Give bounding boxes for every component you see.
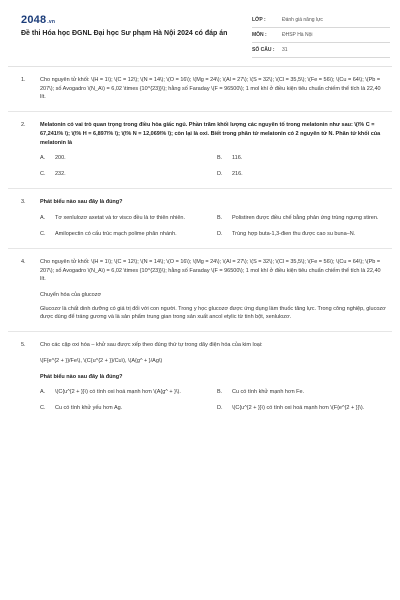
question-5 [0, 341, 400, 413]
question-separator [8, 248, 392, 249]
option-text: Amilopectin có cấu trúc mạch polime phân nhánh. [55, 231, 177, 238]
question-formula: \(F{e^{2 + }}/Fe\), \(C{u^{2 + }}/Cu\), \(A{g^ + }/Ag\) [40, 357, 163, 364]
question-number: 5. [21, 342, 26, 349]
question-prompt: Phát biểu nào sau đây là đúng? [40, 373, 123, 380]
option-letter: D. [217, 231, 223, 238]
question-4 [0, 258, 400, 322]
question-3 [0, 198, 400, 239]
page-title: Đề thi Hóa học ĐGNL Đại học Sư phạm Hà Nội 2024 có đáp án [21, 30, 228, 37]
meta-label: SỐ CÂU : [252, 47, 275, 53]
answer-options [40, 154, 386, 179]
question-2 [0, 121, 400, 179]
option-letter: C. [40, 231, 46, 238]
option-d[interactable] [217, 170, 386, 179]
option-b[interactable] [217, 154, 386, 163]
option-a[interactable] [40, 388, 209, 397]
option-text: Tơ xenlulozơ axetat và tơ visco đều là tơ thiên nhiên. [55, 215, 185, 222]
meta-row-subject [252, 28, 390, 43]
option-c[interactable] [40, 404, 209, 413]
page-header [0, 0, 400, 60]
question-list [0, 76, 400, 413]
question-number: 2. [21, 122, 26, 129]
option-text: 232. [55, 171, 66, 178]
option-text: 216. [232, 171, 243, 178]
option-letter: A. [40, 155, 46, 162]
option-d[interactable] [217, 230, 386, 239]
passage-text: Glucozơ là chất dinh dưỡng có giá trị đối với con người. Trong y học glucozơ được ứng dụng làm thuốc tăng lực. Trong công nghiệp, glucozơ được dùng để tráng gương và là sản phẩm trung gian trong sản xuất ancol etylic từ tinh bột, xenlulozơ. [40, 305, 386, 321]
option-text: Cu có tính khử mạnh hơn Fe. [232, 389, 305, 396]
option-c[interactable] [40, 230, 209, 239]
answer-options [40, 214, 386, 239]
option-text: 200. [55, 155, 66, 162]
meta-value: Đánh giá năng lực [282, 17, 323, 23]
option-a[interactable] [40, 154, 209, 163]
option-letter: B. [217, 389, 223, 396]
option-letter: A. [40, 215, 46, 222]
question-text: Cho nguyên tử khối: \(H = 1\); \(C = 12\); \(N = 14\); \(O = 16\); \(Mg = 24\); \(Al = 27\); \(S = 32\); \(Cl = 35,5\); \(Fe = 56\); \(Cu = 64\); \(Pb = 207\); số Avogadro \(N_A\) = 6,02 \times {10^{23}}\); hằng số Faraday \(F = 96500\); 1 mol khí ở điều kiện tiêu chuẩn chiếm thể tích là 22,40 lít. [40, 77, 381, 101]
meta-label: MÔN : [252, 32, 267, 38]
option-text: Polistiren được điều chế bằng phản ứng trùng ngưng stiren. [232, 215, 379, 222]
option-letter: B. [217, 155, 223, 162]
question-separator [8, 111, 392, 112]
meta-label: LỚP : [252, 17, 266, 23]
question-number: 1. [21, 77, 26, 83]
meta-row-count [252, 43, 390, 58]
option-letter: C. [40, 405, 46, 412]
logo-main: 2048 [21, 14, 47, 26]
option-letter: B. [217, 215, 223, 222]
question-text: Melatonin có vai trò quan trọng trong điều hòa giấc ngủ. Phần trăm khối lượng các nguyên tố trong melatonin như sau: \(\% C = 67,241\% \); \(\% H = 6,897\% \); \(\% N = 12,069\% \); còn lại là oxi. Biết trong phân tử melatonin có 2 nguyên tử N. Phân tử khối của melatonin là [40, 122, 381, 146]
option-a[interactable] [40, 214, 209, 223]
question-text: Cho các cặp oxi hóa – khử sau được xếp theo đúng thứ tự trong dãy điện hóa của kim loại: [40, 342, 263, 349]
logo-suffix: .vn [47, 19, 56, 25]
option-letter: D. [217, 405, 223, 412]
option-d[interactable] [217, 404, 386, 413]
answer-options [40, 388, 386, 413]
option-text: Trùng hợp buta-1,3-đien thu được cao su buna–N. [232, 231, 356, 238]
question-text: Phát biểu nào sau đây là đúng? [40, 199, 123, 206]
meta-value: ĐHSP Hà Nội [282, 32, 313, 38]
option-c[interactable] [40, 170, 209, 179]
option-letter: A. [40, 389, 46, 396]
option-b[interactable] [217, 214, 386, 223]
site-logo[interactable] [21, 14, 55, 26]
option-text: 116. [232, 155, 243, 162]
meta-row-class [252, 13, 390, 28]
option-text: \(C{u^{2 + }}\) có tính oxi hoá mạnh hơn \(F{e^{2 + }}\). [232, 405, 365, 412]
option-text: \(C{u^{2 + }}\) có tính oxi hoá mạnh hơn \(A{g^ + }\). [55, 389, 181, 396]
question-number: 4. [21, 258, 26, 265]
option-letter: D. [217, 171, 223, 178]
question-text: Cho nguyên tử khối: \(H = 1\); \(C = 12\); \(N = 14\); \(O = 16\); \(Mg = 24\); \(Al = 27\); \(S = 32\); \(Cl = 35,5\); \(Fe = 56\); \(Cu = 64\); \(Pb = 207\); số Avogadro \(N_A\) = 6,02 \times {10^{23}}\); hằng số Faraday \(F = 96500\); 1 mol khí ở điều kiện tiêu chuẩn chiếm thể tích là 22,40 lít. [40, 258, 381, 283]
option-letter: C. [40, 171, 46, 178]
option-b[interactable] [217, 388, 386, 397]
option-text: Cu có tính khử yếu hơn Ag. [55, 405, 123, 412]
meta-value: 31 [282, 47, 288, 53]
passage-title: Chuyển hóa của glucozơ [40, 292, 102, 299]
exam-meta-table [252, 13, 390, 58]
question-number: 3. [21, 199, 26, 206]
question-separator [8, 331, 392, 332]
question-separator [8, 188, 392, 189]
header-divider [8, 66, 392, 67]
question-1 [0, 76, 400, 102]
